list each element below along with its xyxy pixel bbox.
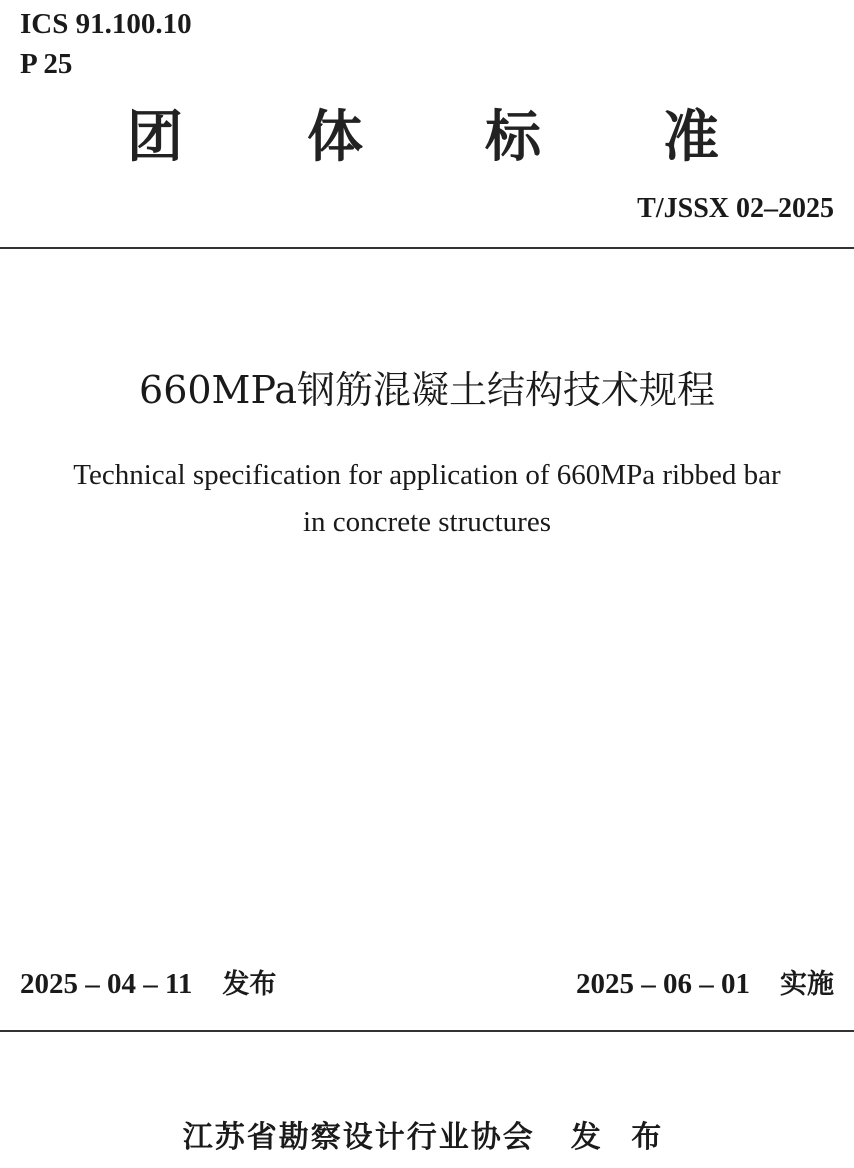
publisher-name: 江苏省勘察设计行业协会 (182, 1120, 535, 1155)
implement-date: 2025 – 06 – 01 (576, 968, 750, 1000)
standard-type-heading (0, 100, 854, 180)
title-chinese: 660MPa钢筋混凝土结构技术规程 (139, 368, 715, 412)
issue-label: 发布 (222, 969, 277, 1000)
issue-date: 2025 – 04 – 11 (20, 968, 193, 1000)
standard-number: T/JSSX 02–2025 (637, 193, 834, 224)
issue-date-block (20, 962, 276, 1007)
title-english-line1: Technical specification for application of 660MPa ribbed bar (73, 459, 781, 491)
standard-type-char: 体 (307, 105, 363, 170)
ics-code: ICS 91.100.10 (20, 8, 192, 40)
top-divider (0, 247, 854, 249)
standard-type-char: 准 (663, 105, 719, 170)
implement-date-block (576, 962, 834, 1007)
bottom-divider (0, 1030, 854, 1032)
title-english (0, 452, 854, 546)
ccs-code: P 25 (20, 48, 73, 80)
standard-type-char: 团 (127, 105, 183, 170)
implement-label: 实施 (780, 969, 834, 1000)
publisher-line (0, 1114, 854, 1162)
publisher-label: 发 布 (570, 1120, 672, 1155)
title-english-line2: in concrete structures (302, 506, 551, 538)
standard-type-char: 标 (485, 105, 541, 170)
